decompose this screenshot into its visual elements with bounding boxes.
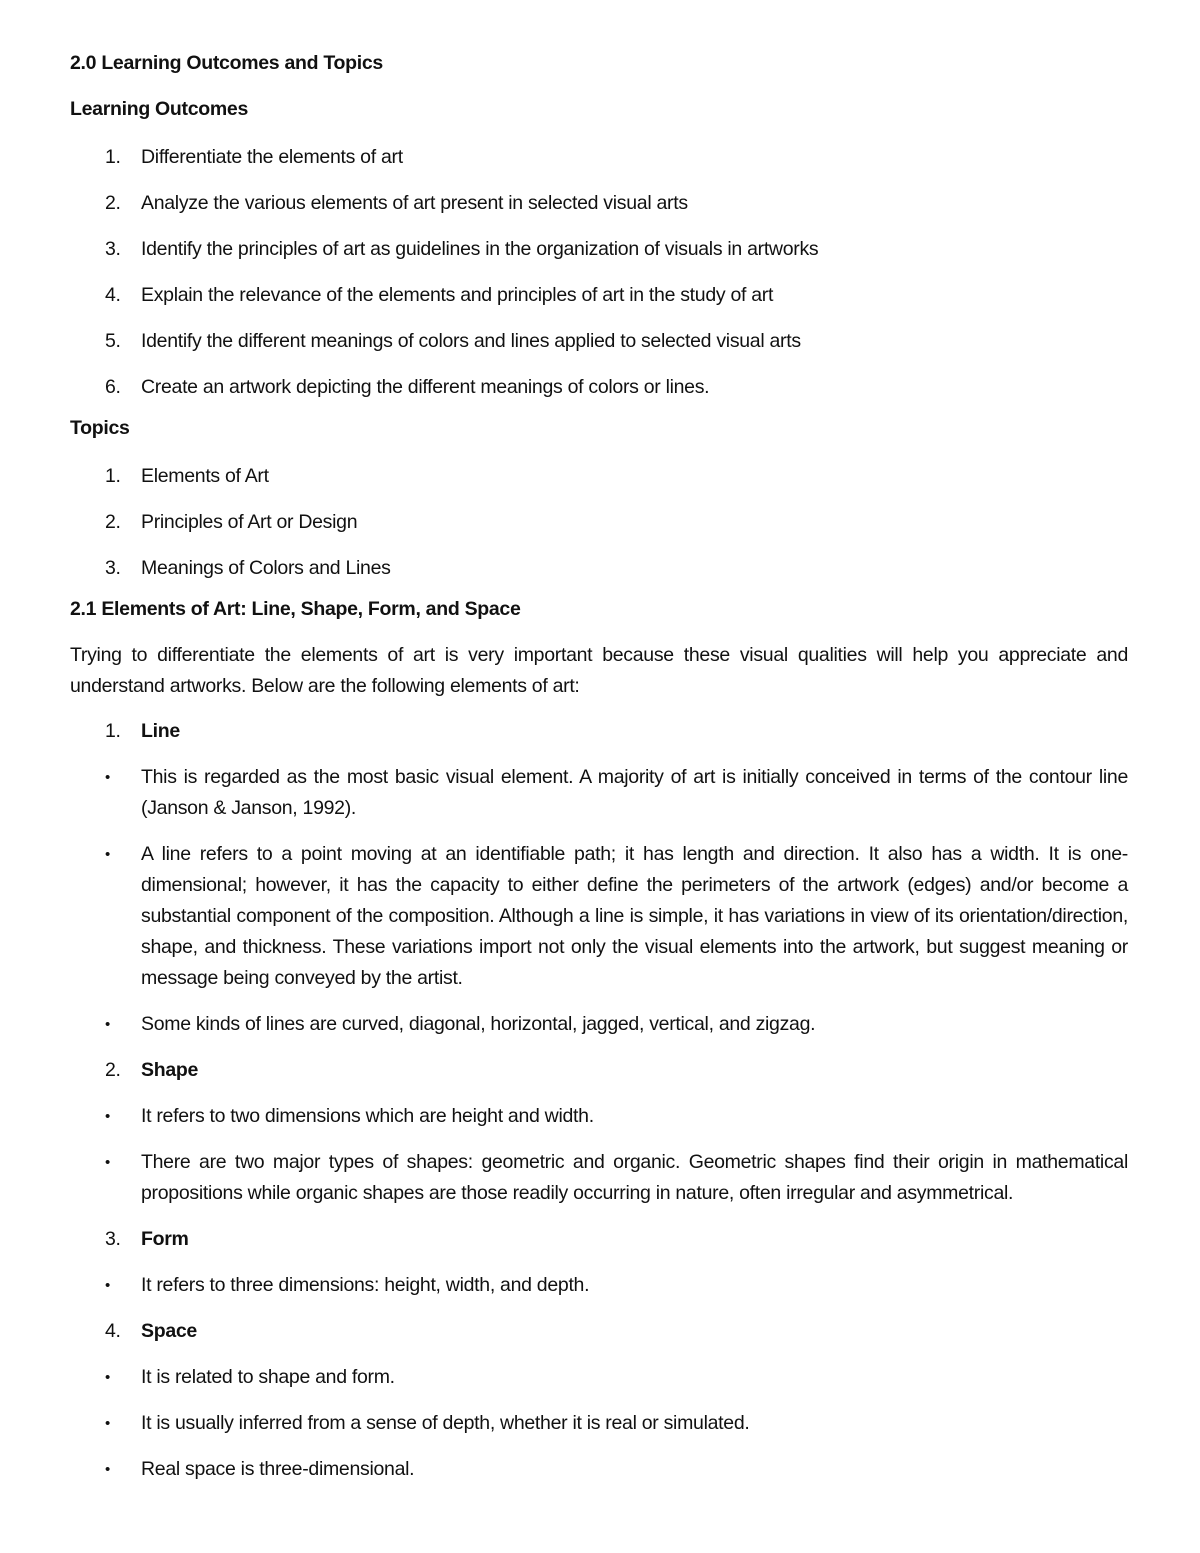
element-title: Space <box>141 1320 197 1342</box>
element-title: Form <box>141 1228 189 1250</box>
bullet-icon: • <box>105 1154 110 1171</box>
list-item-text: Create an artwork depicting the different meanings of colors or lines. <box>141 376 710 398</box>
bullet-text: It is related to shape and form. <box>141 1366 395 1388</box>
list-item <box>70 372 1128 403</box>
list-item-text: Identify the different meanings of colors and lines applied to selected visual arts <box>141 330 801 352</box>
bullet-item <box>70 1362 1128 1393</box>
bullet-item <box>70 1101 1128 1132</box>
bullet-item <box>70 1147 1128 1209</box>
list-item-text: Identify the principles of art as guidelines in the organization of visuals in artworks <box>141 238 819 260</box>
list-number: 6. <box>105 376 121 398</box>
list-number: 1. <box>105 146 121 168</box>
bullet-text: Real space is three-dimensional. <box>141 1458 415 1480</box>
element-title: Shape <box>141 1059 199 1081</box>
list-number: 2. <box>105 192 121 214</box>
topics-list <box>70 461 1128 584</box>
list-number: 1. <box>105 720 121 742</box>
bullet-item <box>70 1009 1128 1040</box>
element-heading-form <box>70 1224 1128 1255</box>
list-number: 3. <box>105 557 121 579</box>
list-number: 5. <box>105 330 121 352</box>
document-page <box>70 50 1128 1500</box>
list-number: 3. <box>105 1228 121 1250</box>
list-item <box>70 553 1128 584</box>
list-item <box>70 507 1128 538</box>
bullet-text: It is usually inferred from a sense of depth, whether it is real or simulated. <box>141 1412 750 1434</box>
list-item-text: Differentiate the elements of art <box>141 146 403 168</box>
list-number: 2. <box>105 511 121 533</box>
list-item <box>70 188 1128 219</box>
list-item-text: Elements of Art <box>141 465 269 487</box>
element-heading-space <box>70 1316 1128 1347</box>
bullet-icon: • <box>105 769 110 786</box>
section-heading: 2.1 Elements of Art: Line, Shape, Form, and Space <box>70 598 521 620</box>
list-item-text: Explain the relevance of the elements and principles of art in the study of art <box>141 284 774 306</box>
list-item <box>70 234 1128 265</box>
bullet-item <box>70 1408 1128 1439</box>
learning-outcomes-heading: Learning Outcomes <box>70 98 249 120</box>
list-number: 2. <box>105 1059 121 1081</box>
bullet-icon: • <box>105 1016 110 1033</box>
bullet-icon: • <box>105 1461 110 1478</box>
bullet-text: It refers to two dimensions which are height and width. <box>141 1105 594 1127</box>
list-item <box>70 326 1128 357</box>
list-item-text: Principles of Art or Design <box>141 511 358 533</box>
list-item <box>70 142 1128 173</box>
list-item <box>70 280 1128 311</box>
list-number: 3. <box>105 238 121 260</box>
bullet-icon: • <box>105 1415 110 1432</box>
intro-paragraph: Trying to differentiate the elements of art is very important because these visual qualities will help you appreciate and understand artworks. Below are the following elements of art: <box>70 644 1128 697</box>
list-number: 1. <box>105 465 121 487</box>
bullet-text: There are two major types of shapes: geometric and organic. Geometric shapes find their origin in mathematical propositions while organic shapes are those readily occurring in nature, often irregular and asymmetrical. <box>141 1151 1128 1204</box>
element-heading-line <box>70 716 1128 747</box>
bullet-text: This is regarded as the most basic visual element. A majority of art is initially conceived in terms of the contour line (Janson & Janson, 1992). <box>141 766 1128 819</box>
list-item <box>70 461 1128 492</box>
bullet-item <box>70 1270 1128 1301</box>
main-heading: 2.0 Learning Outcomes and Topics <box>70 52 383 74</box>
topics-heading: Topics <box>70 417 130 439</box>
list-item-text: Meanings of Colors and Lines <box>141 557 391 579</box>
list-number: 4. <box>105 284 121 306</box>
bullet-item <box>70 1454 1128 1485</box>
bullet-icon: • <box>105 1108 110 1125</box>
element-heading-shape <box>70 1055 1128 1086</box>
list-item-text: Analyze the various elements of art present in selected visual arts <box>141 192 688 214</box>
list-number: 4. <box>105 1320 121 1342</box>
bullet-text: Some kinds of lines are curved, diagonal, horizontal, jagged, vertical, and zigzag. <box>141 1013 816 1035</box>
bullet-icon: • <box>105 1277 110 1294</box>
bullet-text: It refers to three dimensions: height, width, and depth. <box>141 1274 590 1296</box>
bullet-text: A line refers to a point moving at an identifiable path; it has length and direction. It also has a width. It is one-dimensional; however, it has the capacity to either define the perimeters of the artwork (edges) and/or become a substantial component of the composition. Although a line is simple, it has variations in view of its orientation/direction, shape, and thickness. These variations import not only the visual elements into the artwork, but suggest meaning or message being conveyed by the artist. <box>141 843 1128 989</box>
bullet-item <box>70 839 1128 994</box>
bullet-icon: • <box>105 1369 110 1386</box>
element-title: Line <box>141 720 180 742</box>
bullet-icon: • <box>105 846 110 863</box>
outcomes-list <box>70 142 1128 403</box>
bullet-item <box>70 762 1128 824</box>
